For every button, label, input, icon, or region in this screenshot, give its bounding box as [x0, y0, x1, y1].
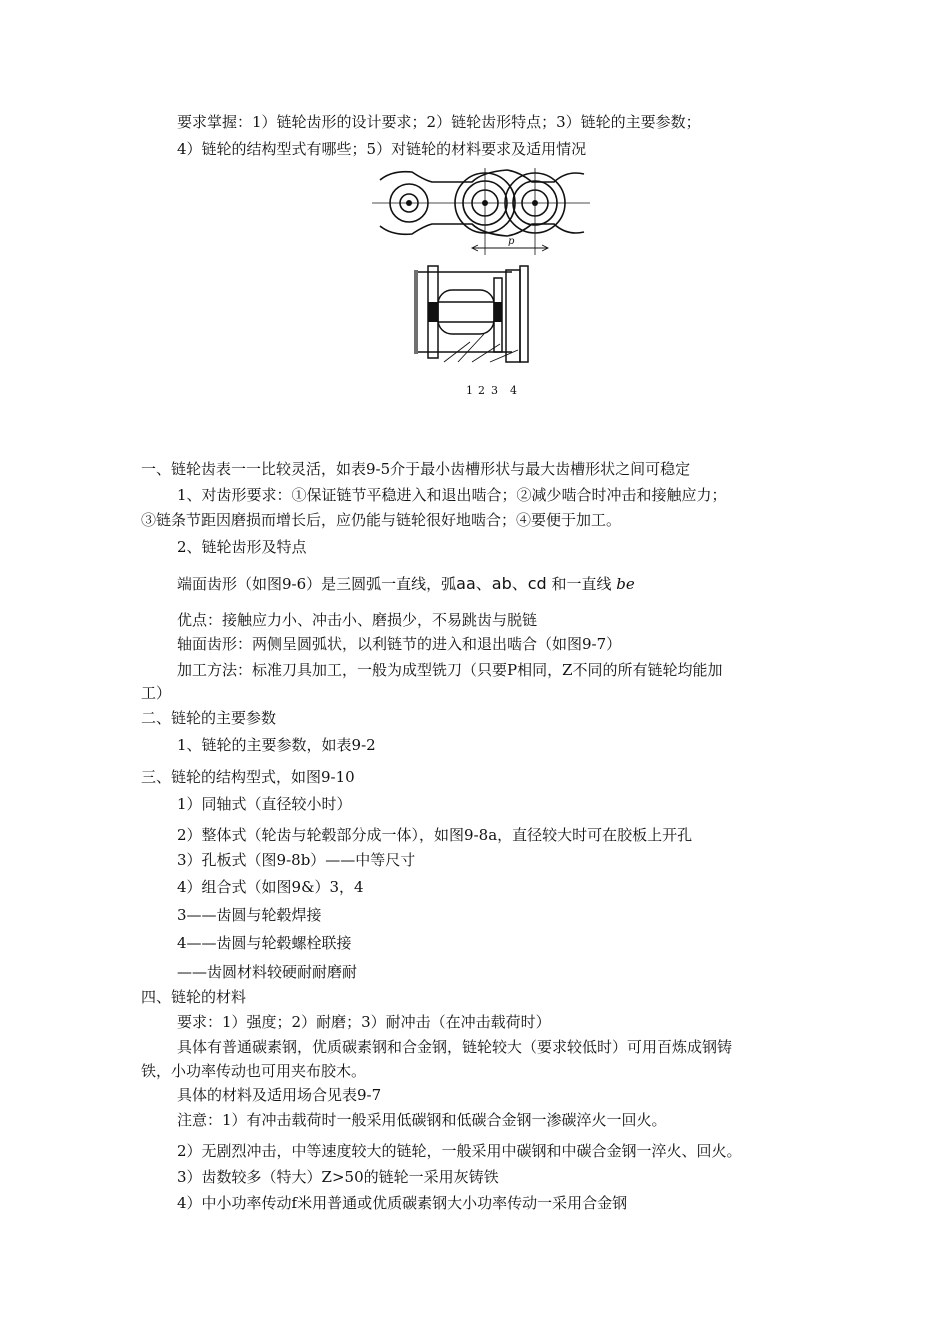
- section-4-table-ref: 具体的材料及适用场合见表9-7: [177, 1086, 382, 1104]
- advantages: 优点：接触应力小、冲击小、磨损少，不易跳齿与脱链: [177, 611, 538, 629]
- section-4-body-a: 具体有普通碳素钢，优质碳素钢和合金钢，链轮较大（要求较低时）可用百炼成钢铸: [177, 1038, 733, 1056]
- part-label-1: 1: [466, 384, 473, 397]
- section-4-note-3: 3）齿数较多（特大）Z>50的链轮一采用灰铸铁: [177, 1168, 499, 1186]
- end-profile-prefix: 端面齿形（如图9-6）是三圆弧一直线，弧: [177, 575, 457, 593]
- machining-method-b: 工）: [141, 684, 172, 702]
- part-label-4: 4: [510, 384, 517, 397]
- section-1-title: 一、链轮齿表一一比较灵活，如表9-5介于最小齿槽形状与最大齿槽形状之间可稳定: [141, 460, 691, 478]
- section-1-requirements-b: ③链条节距因磨损而增长后，应仍能与链轮很好地啮合；④要便于加工。: [141, 511, 622, 529]
- section-4-title: 四、链轮的材料: [141, 988, 247, 1006]
- section-4-body-b: 铁，小功率传动也可用夹布胶木。: [141, 1062, 367, 1080]
- section-3-note-4: 4——齿圆与轮毂螺栓联接: [177, 934, 352, 952]
- section-3-item-3: 3）孔板式（图9-8b）——中等尺寸: [177, 851, 416, 869]
- intro-line-2: 4）链轮的结构型式有哪些；5）对链轮的材料要求及适用情况: [177, 140, 587, 158]
- section-2-item-1: 1、链轮的主要参数，如表9-2: [177, 736, 376, 754]
- part-label-2: 2: [478, 384, 485, 397]
- machining-method-a: 加工方法：标准刀具加工，一般为成型铣刀（只要P相同，Z不同的所有链轮均能加: [177, 661, 723, 679]
- section-1-requirements-a: 1、对齿形要求：①保证链节平稳进入和退出啮合；②减少啮合时冲击和接触应力；: [177, 486, 727, 504]
- chain-cross-section-figure: [414, 262, 542, 400]
- section-3-note-3: 3——齿圆与轮毂焊接: [177, 906, 322, 924]
- chain-side-view-figure: [372, 160, 590, 260]
- axial-profile: 轴面齿形：两侧呈圆弧状，以利链节的进入和退出啮合（如图9-7）: [177, 635, 622, 653]
- end-face-profile: [177, 574, 635, 594]
- section-4-note-2: 2）无剧烈冲击，中等速度较大的链轮，一般采用中碳钢和中碳合金钢一淬火、回火。: [177, 1142, 742, 1160]
- intro-line-1: 要求掌握：1）链轮齿形的设计要求；2）链轮齿形特点；3）链轮的主要参数；: [177, 113, 701, 131]
- section-3-note-5: ——齿圆材料较硬耐耐磨耐: [177, 963, 358, 981]
- section-3-item-2: 2）整体式（轮齿与轮毂部分成一体），如图9-8a，直径较大时可在胶板上开孔: [177, 826, 693, 844]
- end-profile-arcs: aa、ab、cd: [456, 574, 547, 593]
- pitch-label: p: [508, 236, 515, 247]
- section-1-subtitle-2: 2、链轮齿形及特点: [177, 538, 307, 556]
- section-4-note-1: 注意：1）有冲击载荷时一般采用低碳钢和低碳合金钢一渗碳淬火一回火。: [177, 1111, 667, 1129]
- section-4-note-4: 4）中小功率传动f米用普通或优质碳素钢大小功率传动一采用合金钢: [177, 1194, 628, 1212]
- part-label-3: 3: [491, 384, 498, 397]
- end-profile-line: be: [616, 575, 635, 593]
- section-4-requirements: 要求：1）强度；2）耐磨；3）耐冲击（在冲击载荷时）: [177, 1013, 551, 1031]
- section-3-title: 三、链轮的结构型式，如图9-10: [141, 768, 355, 786]
- section-3-item-4: 4）组合式（如图9&）3，4: [177, 878, 364, 896]
- end-profile-mid: 和一直线: [551, 575, 612, 593]
- section-2-title: 二、链轮的主要参数: [141, 709, 277, 727]
- section-3-item-1: 1）同轴式（直径较小时）: [177, 795, 352, 813]
